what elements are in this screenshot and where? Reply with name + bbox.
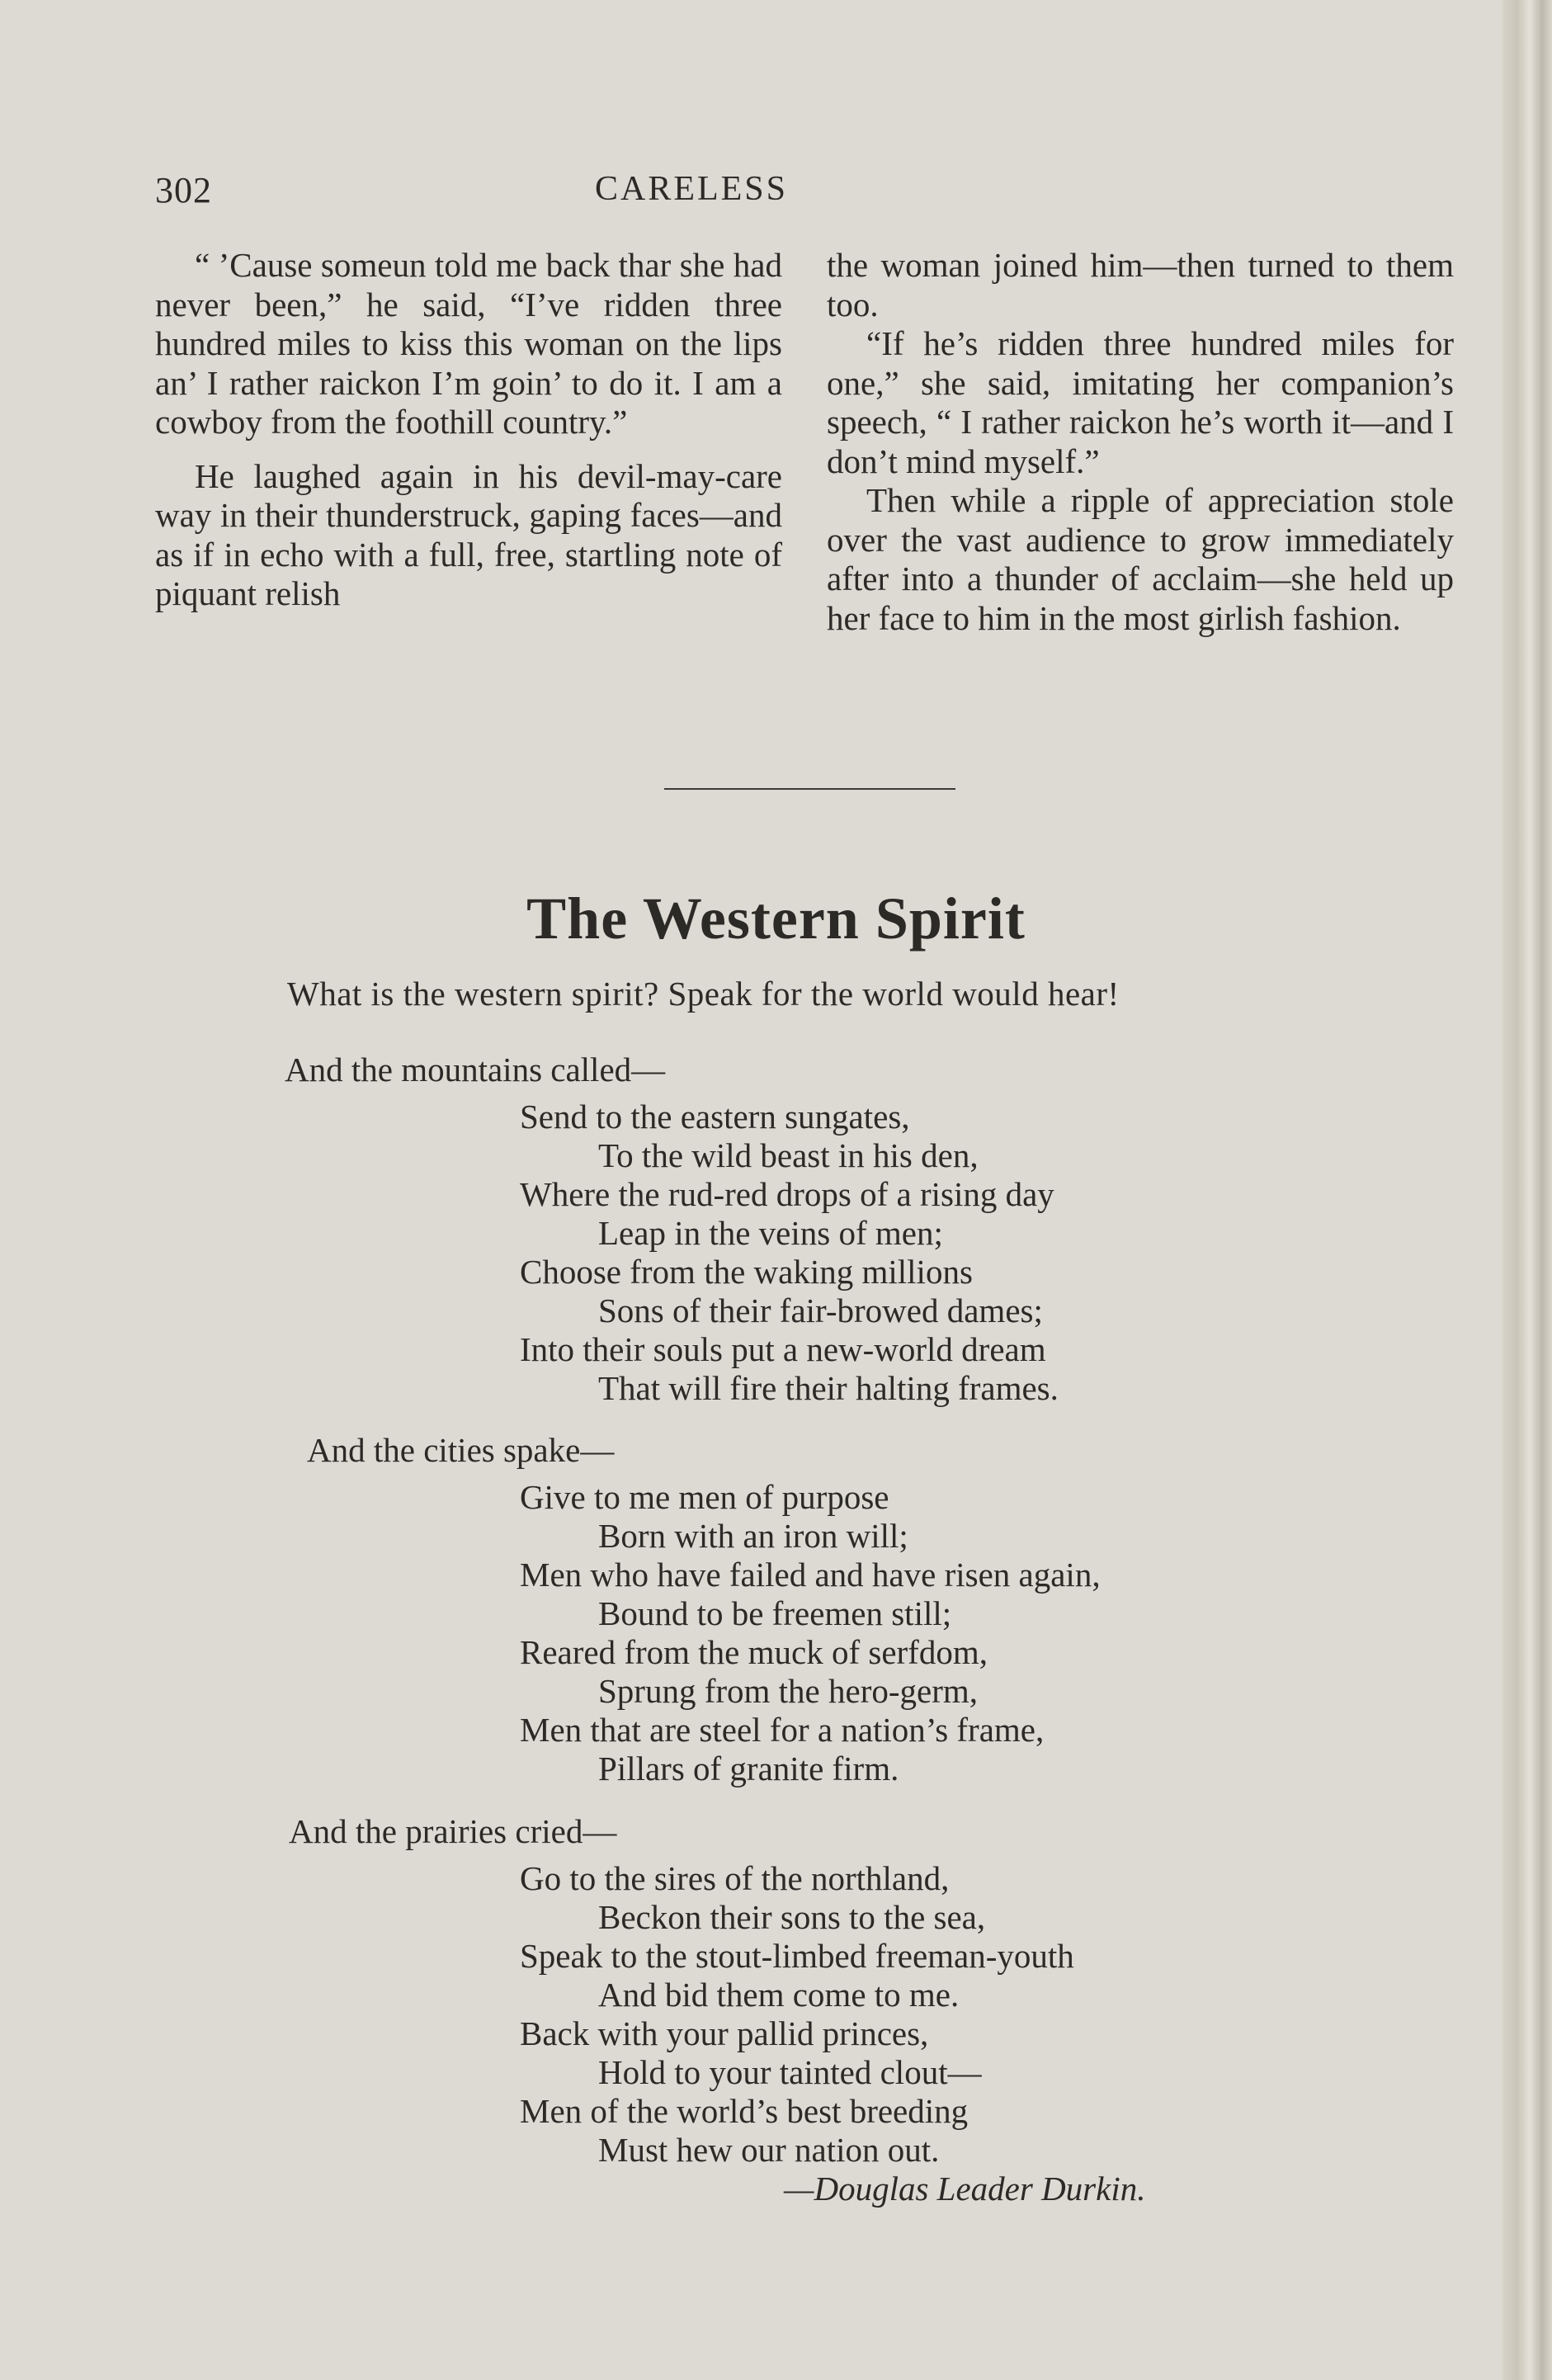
poem-line: Sons of their fair-browed dames; [598, 1292, 1043, 1329]
poem-line: And bid them come to me. [598, 1976, 960, 2014]
stanza-intro: And the prairies cried— [289, 1812, 617, 1850]
poem-line: Choose from the waking millions [520, 1253, 973, 1291]
poem-line: That will fire their halting frames. [598, 1369, 1059, 1407]
paragraph: He laughed again in his devil-may-care way in their thunderstruck, gaping faces—and as if in echo with a full, free, startling note of piquant relish [155, 456, 782, 612]
poem-line: Go to the sires of the northland, [520, 1859, 950, 1897]
poem-line: Beckon their sons to the sea, [598, 1898, 986, 1936]
stanza-intro: And the cities spake— [307, 1431, 615, 1469]
poem-line: Bound to be freemen still; [598, 1594, 952, 1632]
paragraph: “ ’Cause someun told me back thar she had never been,” he said, “I’ve ridden three hundred miles to kiss this woman on the lips an’ I rather raickon I’m goin’ to do it. I am a cowboy from the foothill country.” [155, 246, 782, 441]
poem-line: Back with your pallid princes, [520, 2014, 929, 2052]
poem-title: The Western Spirit [526, 885, 1026, 952]
poem-line: Pillars of granite firm. [598, 1750, 899, 1787]
prose-column-right [827, 246, 1454, 638]
poem-line: Send to the eastern sungates, [520, 1098, 910, 1136]
section-divider [664, 788, 955, 790]
poem-line: Men of the world’s best breeding [520, 2092, 969, 2130]
poem-line: Reared from the muck of serfdom, [520, 1633, 988, 1671]
poem-line: Born with an iron will; [598, 1517, 908, 1555]
poem-line: Must hew our nation out. [598, 2131, 940, 2169]
page-edge [1502, 0, 1552, 2380]
poem-line: Speak to the stout-limbed freeman-youth [520, 1937, 1074, 1975]
poem-line: Into their souls put a new-world dream [520, 1330, 1046, 1368]
poem-line: Men who have failed and have risen again, [520, 1556, 1101, 1594]
stanza-intro: And the mountains called— [285, 1051, 666, 1088]
poem-line: To the wild beast in his den, [598, 1136, 979, 1174]
prose-column-left [155, 246, 782, 614]
poem-author: —Douglas Leader Durkin. [784, 2170, 1146, 2208]
paragraph: Then while a ripple of appreciation stole over the vast audience to grow immediately after into a thunder of acclaim—she held up her face to him in the most girlish fashion. [827, 481, 1454, 637]
page-number: 302 [155, 170, 212, 210]
paragraph: the woman joined him—then turned to them too. [827, 246, 1454, 323]
poem-line: Give to me men of purpose [520, 1478, 889, 1516]
page-header [155, 169, 1459, 219]
poem-line: Leap in the veins of men; [598, 1214, 943, 1252]
poem-line: Where the rud-red drops of a rising day [520, 1175, 1054, 1213]
paragraph: “If he’s ridden three hundred miles for one,” she said, imitating her companion’s speech, “ I rather raickon he’s worth it—and I don’t mind myself.” [827, 324, 1454, 480]
poem-line: Men that are steel for a nation’s frame, [520, 1711, 1045, 1749]
poem-line: Sprung from the hero-germ, [598, 1672, 978, 1710]
running-head: CARELESS [594, 170, 789, 208]
poem-line: Hold to your tainted clout— [598, 2053, 982, 2091]
poem-question: What is the western spirit? Speak for the world would hear! [287, 975, 1120, 1013]
